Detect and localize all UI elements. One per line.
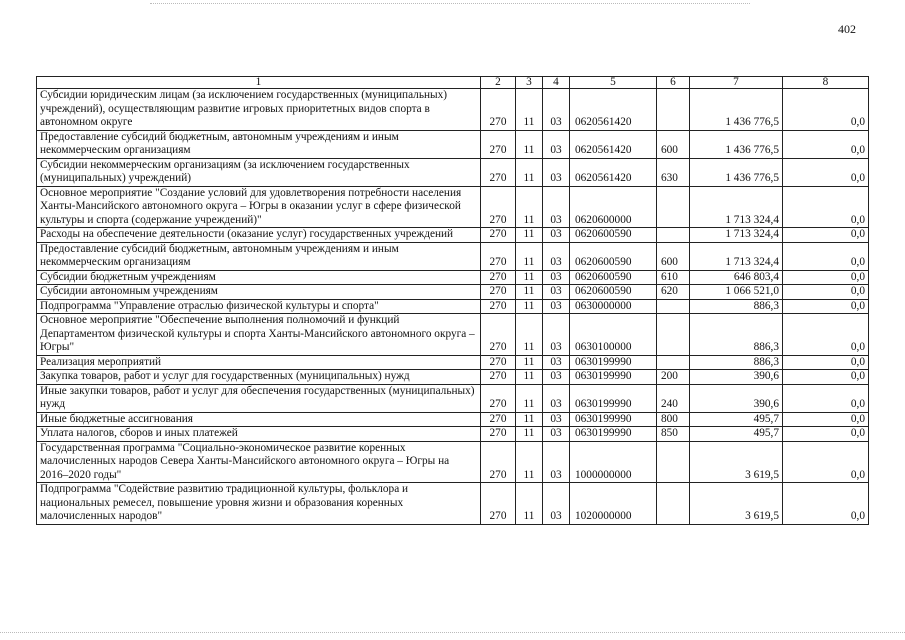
ministry-code: 270 <box>481 299 516 314</box>
section-code: 11 <box>516 355 543 370</box>
target-article-code: 0630199990 <box>570 355 657 370</box>
expense-name: Субсидии некоммерческим организациям (за исключением государственных (муниципальных) учреждений) <box>37 158 481 186</box>
target-article-code: 0630000000 <box>570 299 657 314</box>
expense-type-code: 850 <box>657 427 690 442</box>
ministry-code: 270 <box>481 270 516 285</box>
target-article-code: 1000000000 <box>570 441 657 483</box>
amount-value: 1 436 776,5 <box>690 130 783 158</box>
table-row <box>37 270 869 285</box>
subsection-code: 03 <box>543 314 570 356</box>
ministry-code: 270 <box>481 370 516 385</box>
expense-name: Субсидии автономным учреждениям <box>37 285 481 300</box>
section-code: 11 <box>516 285 543 300</box>
subsection-code: 03 <box>543 427 570 442</box>
amount-secondary-value: 0,0 <box>783 89 869 131</box>
amount-secondary-value: 0,0 <box>783 483 869 525</box>
column-header: 6 <box>657 77 690 89</box>
section-code: 11 <box>516 228 543 243</box>
expense-type-code: 240 <box>657 384 690 412</box>
section-code: 11 <box>516 441 543 483</box>
amount-secondary-value: 0,0 <box>783 186 869 228</box>
expense-type-code <box>657 355 690 370</box>
table-row <box>37 130 869 158</box>
ministry-code: 270 <box>481 427 516 442</box>
ministry-code: 270 <box>481 483 516 525</box>
table-header-row <box>37 77 869 89</box>
subsection-code: 03 <box>543 441 570 483</box>
table-row <box>37 412 869 427</box>
section-code: 11 <box>516 130 543 158</box>
page-number: 402 <box>838 22 856 36</box>
column-header: 5 <box>570 77 657 89</box>
table-row <box>37 186 869 228</box>
table-row <box>37 158 869 186</box>
subsection-code: 03 <box>543 89 570 131</box>
amount-value: 646 803,4 <box>690 270 783 285</box>
section-code: 11 <box>516 412 543 427</box>
target-article-code: 0630199990 <box>570 370 657 385</box>
target-article-code: 0620561420 <box>570 89 657 131</box>
expense-name: Расходы на обеспечение деятельности (оказание услуг) государственных учреждений <box>37 228 481 243</box>
target-article-code: 0630199990 <box>570 384 657 412</box>
subsection-code: 03 <box>543 242 570 270</box>
subsection-code: 03 <box>543 370 570 385</box>
target-article-code: 0620600590 <box>570 270 657 285</box>
subsection-code: 03 <box>543 412 570 427</box>
table-row <box>37 355 869 370</box>
amount-secondary-value: 0,0 <box>783 158 869 186</box>
subsection-code: 03 <box>543 384 570 412</box>
subsection-code: 03 <box>543 228 570 243</box>
section-code: 11 <box>516 314 543 356</box>
table-row <box>37 427 869 442</box>
expense-name: Иные бюджетные ассигнования <box>37 412 481 427</box>
expense-name: Основное мероприятие "Создание условий для удовлетворения потребности населения Ханты-Мансийского автономного округа – Югры в оказании услуг в сфере физической культуры и спорта (содержание учреждений)" <box>37 186 481 228</box>
ministry-code: 270 <box>481 384 516 412</box>
ministry-code: 270 <box>481 228 516 243</box>
amount-secondary-value: 0,0 <box>783 314 869 356</box>
subsection-code: 03 <box>543 299 570 314</box>
scan-artifact-top <box>150 3 750 5</box>
amount-secondary-value: 0,0 <box>783 285 869 300</box>
amount-value: 886,3 <box>690 299 783 314</box>
target-article-code: 0620600590 <box>570 228 657 243</box>
expense-name: Субсидии бюджетным учреждениям <box>37 270 481 285</box>
amount-value: 390,6 <box>690 384 783 412</box>
table-row <box>37 89 869 131</box>
section-code: 11 <box>516 483 543 525</box>
table-row <box>37 483 869 525</box>
amount-value: 1 713 324,4 <box>690 228 783 243</box>
expense-name: Подпрограмма "Управление отраслью физической культуры и спорта" <box>37 299 481 314</box>
amount-secondary-value: 0,0 <box>783 384 869 412</box>
amount-value: 390,6 <box>690 370 783 385</box>
amount-secondary-value: 0,0 <box>783 130 869 158</box>
target-article-code: 0620600590 <box>570 242 657 270</box>
column-header: 7 <box>690 77 783 89</box>
amount-secondary-value: 0,0 <box>783 412 869 427</box>
ministry-code: 270 <box>481 186 516 228</box>
amount-value: 1 066 521,0 <box>690 285 783 300</box>
amount-value: 1 713 324,4 <box>690 242 783 270</box>
section-code: 11 <box>516 370 543 385</box>
subsection-code: 03 <box>543 130 570 158</box>
amount-value: 495,7 <box>690 412 783 427</box>
expense-type-code: 610 <box>657 270 690 285</box>
ministry-code: 270 <box>481 412 516 427</box>
amount-value: 3 619,5 <box>690 441 783 483</box>
amount-secondary-value: 0,0 <box>783 270 869 285</box>
subsection-code: 03 <box>543 270 570 285</box>
scan-artifact-bottom <box>0 632 905 634</box>
expense-name: Субсидии юридическим лицам (за исключением государственных (муниципальных) учреждений), осуществляющим развитие игровых приоритетных видов спорта в автономном округе <box>37 89 481 131</box>
amount-secondary-value: 0,0 <box>783 299 869 314</box>
column-header: 2 <box>481 77 516 89</box>
table-row <box>37 384 869 412</box>
section-code: 11 <box>516 89 543 131</box>
expense-type-code: 600 <box>657 130 690 158</box>
expense-type-code: 630 <box>657 158 690 186</box>
target-article-code: 0620600000 <box>570 186 657 228</box>
ministry-code: 270 <box>481 355 516 370</box>
expense-name: Основное мероприятие "Обеспечение выполнения полномочий и функций Департаментом физической культуры и спорта Ханты-Мансийского автономного округа – Югры" <box>37 314 481 356</box>
target-article-code: 0630100000 <box>570 314 657 356</box>
table-row <box>37 441 869 483</box>
amount-secondary-value: 0,0 <box>783 355 869 370</box>
table-row <box>37 314 869 356</box>
subsection-code: 03 <box>543 158 570 186</box>
section-code: 11 <box>516 270 543 285</box>
section-code: 11 <box>516 242 543 270</box>
amount-value: 886,3 <box>690 314 783 356</box>
budget-table <box>36 76 869 525</box>
table-row <box>37 370 869 385</box>
expense-type-code <box>657 299 690 314</box>
section-code: 11 <box>516 186 543 228</box>
column-header: 8 <box>783 77 869 89</box>
table-row <box>37 285 869 300</box>
amount-value: 886,3 <box>690 355 783 370</box>
section-code: 11 <box>516 427 543 442</box>
expense-type-code <box>657 483 690 525</box>
section-code: 11 <box>516 299 543 314</box>
target-article-code: 0620561420 <box>570 130 657 158</box>
expense-type-code <box>657 186 690 228</box>
amount-secondary-value: 0,0 <box>783 427 869 442</box>
section-code: 11 <box>516 158 543 186</box>
expense-type-code: 600 <box>657 242 690 270</box>
ministry-code: 270 <box>481 89 516 131</box>
target-article-code: 0620561420 <box>570 158 657 186</box>
column-header: 1 <box>37 77 481 89</box>
target-article-code: 0630199990 <box>570 427 657 442</box>
table-row <box>37 242 869 270</box>
expense-name: Закупка товаров, работ и услуг для государственных (муниципальных) нужд <box>37 370 481 385</box>
subsection-code: 03 <box>543 186 570 228</box>
target-article-code: 0620600590 <box>570 285 657 300</box>
target-article-code: 1020000000 <box>570 483 657 525</box>
expense-type-code <box>657 228 690 243</box>
expense-type-code: 800 <box>657 412 690 427</box>
ministry-code: 270 <box>481 242 516 270</box>
expense-name: Предоставление субсидий бюджетным, автономным учреждениям и иным некоммерческим организациям <box>37 130 481 158</box>
amount-secondary-value: 0,0 <box>783 441 869 483</box>
expense-name: Государственная программа "Социально-экономическое развитие коренных малочисленных народов Севера Ханты-Мансийского автономного округа – Югры на 2016–2020 годы" <box>37 441 481 483</box>
expense-type-code: 620 <box>657 285 690 300</box>
amount-value: 3 619,5 <box>690 483 783 525</box>
expense-name: Реализация мероприятий <box>37 355 481 370</box>
amount-secondary-value: 0,0 <box>783 228 869 243</box>
ministry-code: 270 <box>481 441 516 483</box>
expense-name: Подпрограмма "Содействие развитию традиционной культуры, фольклора и национальных ремесел, повышение уровня жизни и образования коренных малочисленных народов" <box>37 483 481 525</box>
expense-type-code <box>657 441 690 483</box>
expense-type-code <box>657 89 690 131</box>
amount-value: 495,7 <box>690 427 783 442</box>
expense-name: Уплата налогов, сборов и иных платежей <box>37 427 481 442</box>
expense-type-code <box>657 314 690 356</box>
table-row <box>37 299 869 314</box>
expense-type-code: 200 <box>657 370 690 385</box>
column-header: 4 <box>543 77 570 89</box>
amount-secondary-value: 0,0 <box>783 370 869 385</box>
column-header: 3 <box>516 77 543 89</box>
expense-name: Предоставление субсидий бюджетным, автономным учреждениям и иным некоммерческим организациям <box>37 242 481 270</box>
expense-name: Иные закупки товаров, работ и услуг для обеспечения государственных (муниципальных) нужд <box>37 384 481 412</box>
amount-secondary-value: 0,0 <box>783 242 869 270</box>
amount-value: 1 436 776,5 <box>690 158 783 186</box>
subsection-code: 03 <box>543 483 570 525</box>
target-article-code: 0630199990 <box>570 412 657 427</box>
ministry-code: 270 <box>481 130 516 158</box>
amount-value: 1 713 324,4 <box>690 186 783 228</box>
section-code: 11 <box>516 384 543 412</box>
amount-value: 1 436 776,5 <box>690 89 783 131</box>
ministry-code: 270 <box>481 314 516 356</box>
ministry-code: 270 <box>481 285 516 300</box>
subsection-code: 03 <box>543 355 570 370</box>
table-row <box>37 228 869 243</box>
subsection-code: 03 <box>543 285 570 300</box>
ministry-code: 270 <box>481 158 516 186</box>
